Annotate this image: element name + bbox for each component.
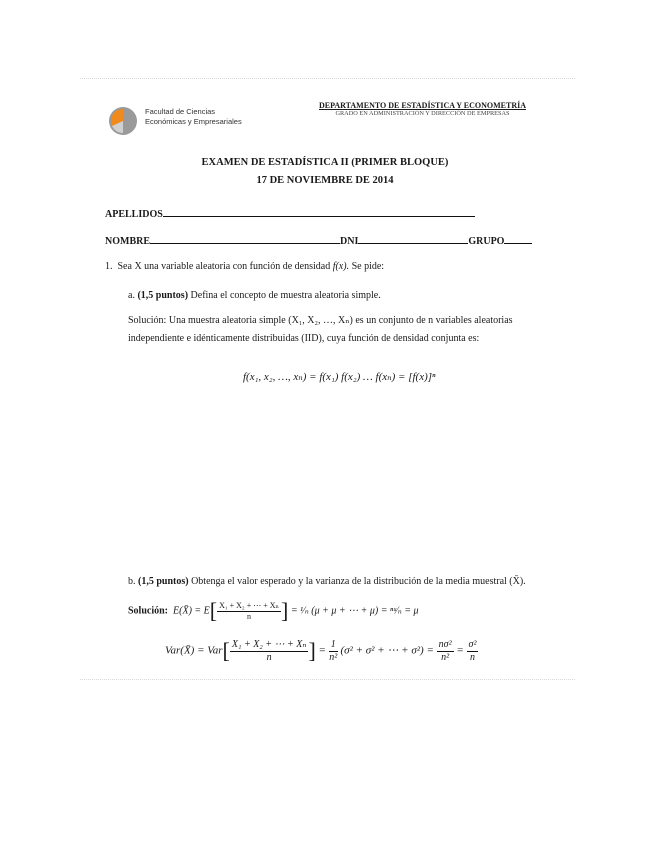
name-row xyxy=(105,234,532,247)
faculty-logo xyxy=(108,106,138,136)
department-header xyxy=(315,101,530,117)
solution-1a-line2: independiente e idénticamente distribuidas (IID), cuya función de densidad conjunta es: xyxy=(128,333,480,344)
variance-formula: Var(X̄) = Var[ $\frac{\text{X₁ + X₂ + ⋯ + Xₙ}}{n}$ ] = $\frac{1}{\text{n²}}$ (σ² + σ² + ⋯ + σ²) = $\frac{\text{nσ²}}{\text{n²}}$ = $\frac{\text{σ²}}{n}$ xyxy=(165,638,477,663)
department-title: DEPARTAMENTO DE ESTADÍSTICA Y ECONOMETRÍA xyxy=(318,101,526,110)
dni-label: DNI xyxy=(340,236,359,247)
grupo-label: GRUPO xyxy=(468,236,505,247)
grupo-line[interactable] xyxy=(504,234,532,244)
apellidos-label: APELLIDOS xyxy=(105,209,163,220)
question-1a: a. (1,5 puntos) Defina el concepto de muestra aleatoria simple. xyxy=(128,290,381,301)
exam-title: EXAMEN DE ESTADÍSTICA II (PRIMER BLOQUE) xyxy=(201,157,449,168)
apellidos-field xyxy=(105,207,475,220)
question-1-statement: 1. Sea X una variable aleatoria con función de densidad f(x). Se pide: xyxy=(105,261,385,272)
department-subtitle: GRADO EN ADMINISTRACIÓN Y DIRECCIÓN DE EMPRESAS xyxy=(335,110,510,117)
solution-1b-expectation: Solución: E(X̄) = E[ $\frac{\text{X₁ + X₂ + ⋯ + Xₙ}}{n}$ ] = ¹⁄ₙ (μ + μ + ⋯ + μ) = ⁿᵘ⁄ₙ = μ xyxy=(128,598,419,623)
faculty-name: Facultad de Ciencias Económicas y Empresariales xyxy=(145,107,242,126)
question-1b: b. (1,5 puntos) Obtenga el valor esperado y la varianza de la distribución de la media muestral (X̄). xyxy=(128,576,526,587)
dni-line[interactable] xyxy=(358,234,468,244)
apellidos-line[interactable] xyxy=(163,207,475,217)
solution-1a-line1: Solución: Una muestra aleatoria simple (X₁, X₂, …, Xₙ) es un conjunto de n variables aleatorias xyxy=(128,315,513,326)
exam-date: 17 DE NOVIEMBRE DE 2014 xyxy=(256,175,394,186)
nombre-line[interactable] xyxy=(150,234,340,244)
nombre-label: NOMBRE xyxy=(105,236,150,247)
joint-density-formula: f(x₁, x₂, …, xₙ) = f(x₁) f(x₂) … f(xₙ) = [f(x)]ⁿ xyxy=(243,371,436,383)
